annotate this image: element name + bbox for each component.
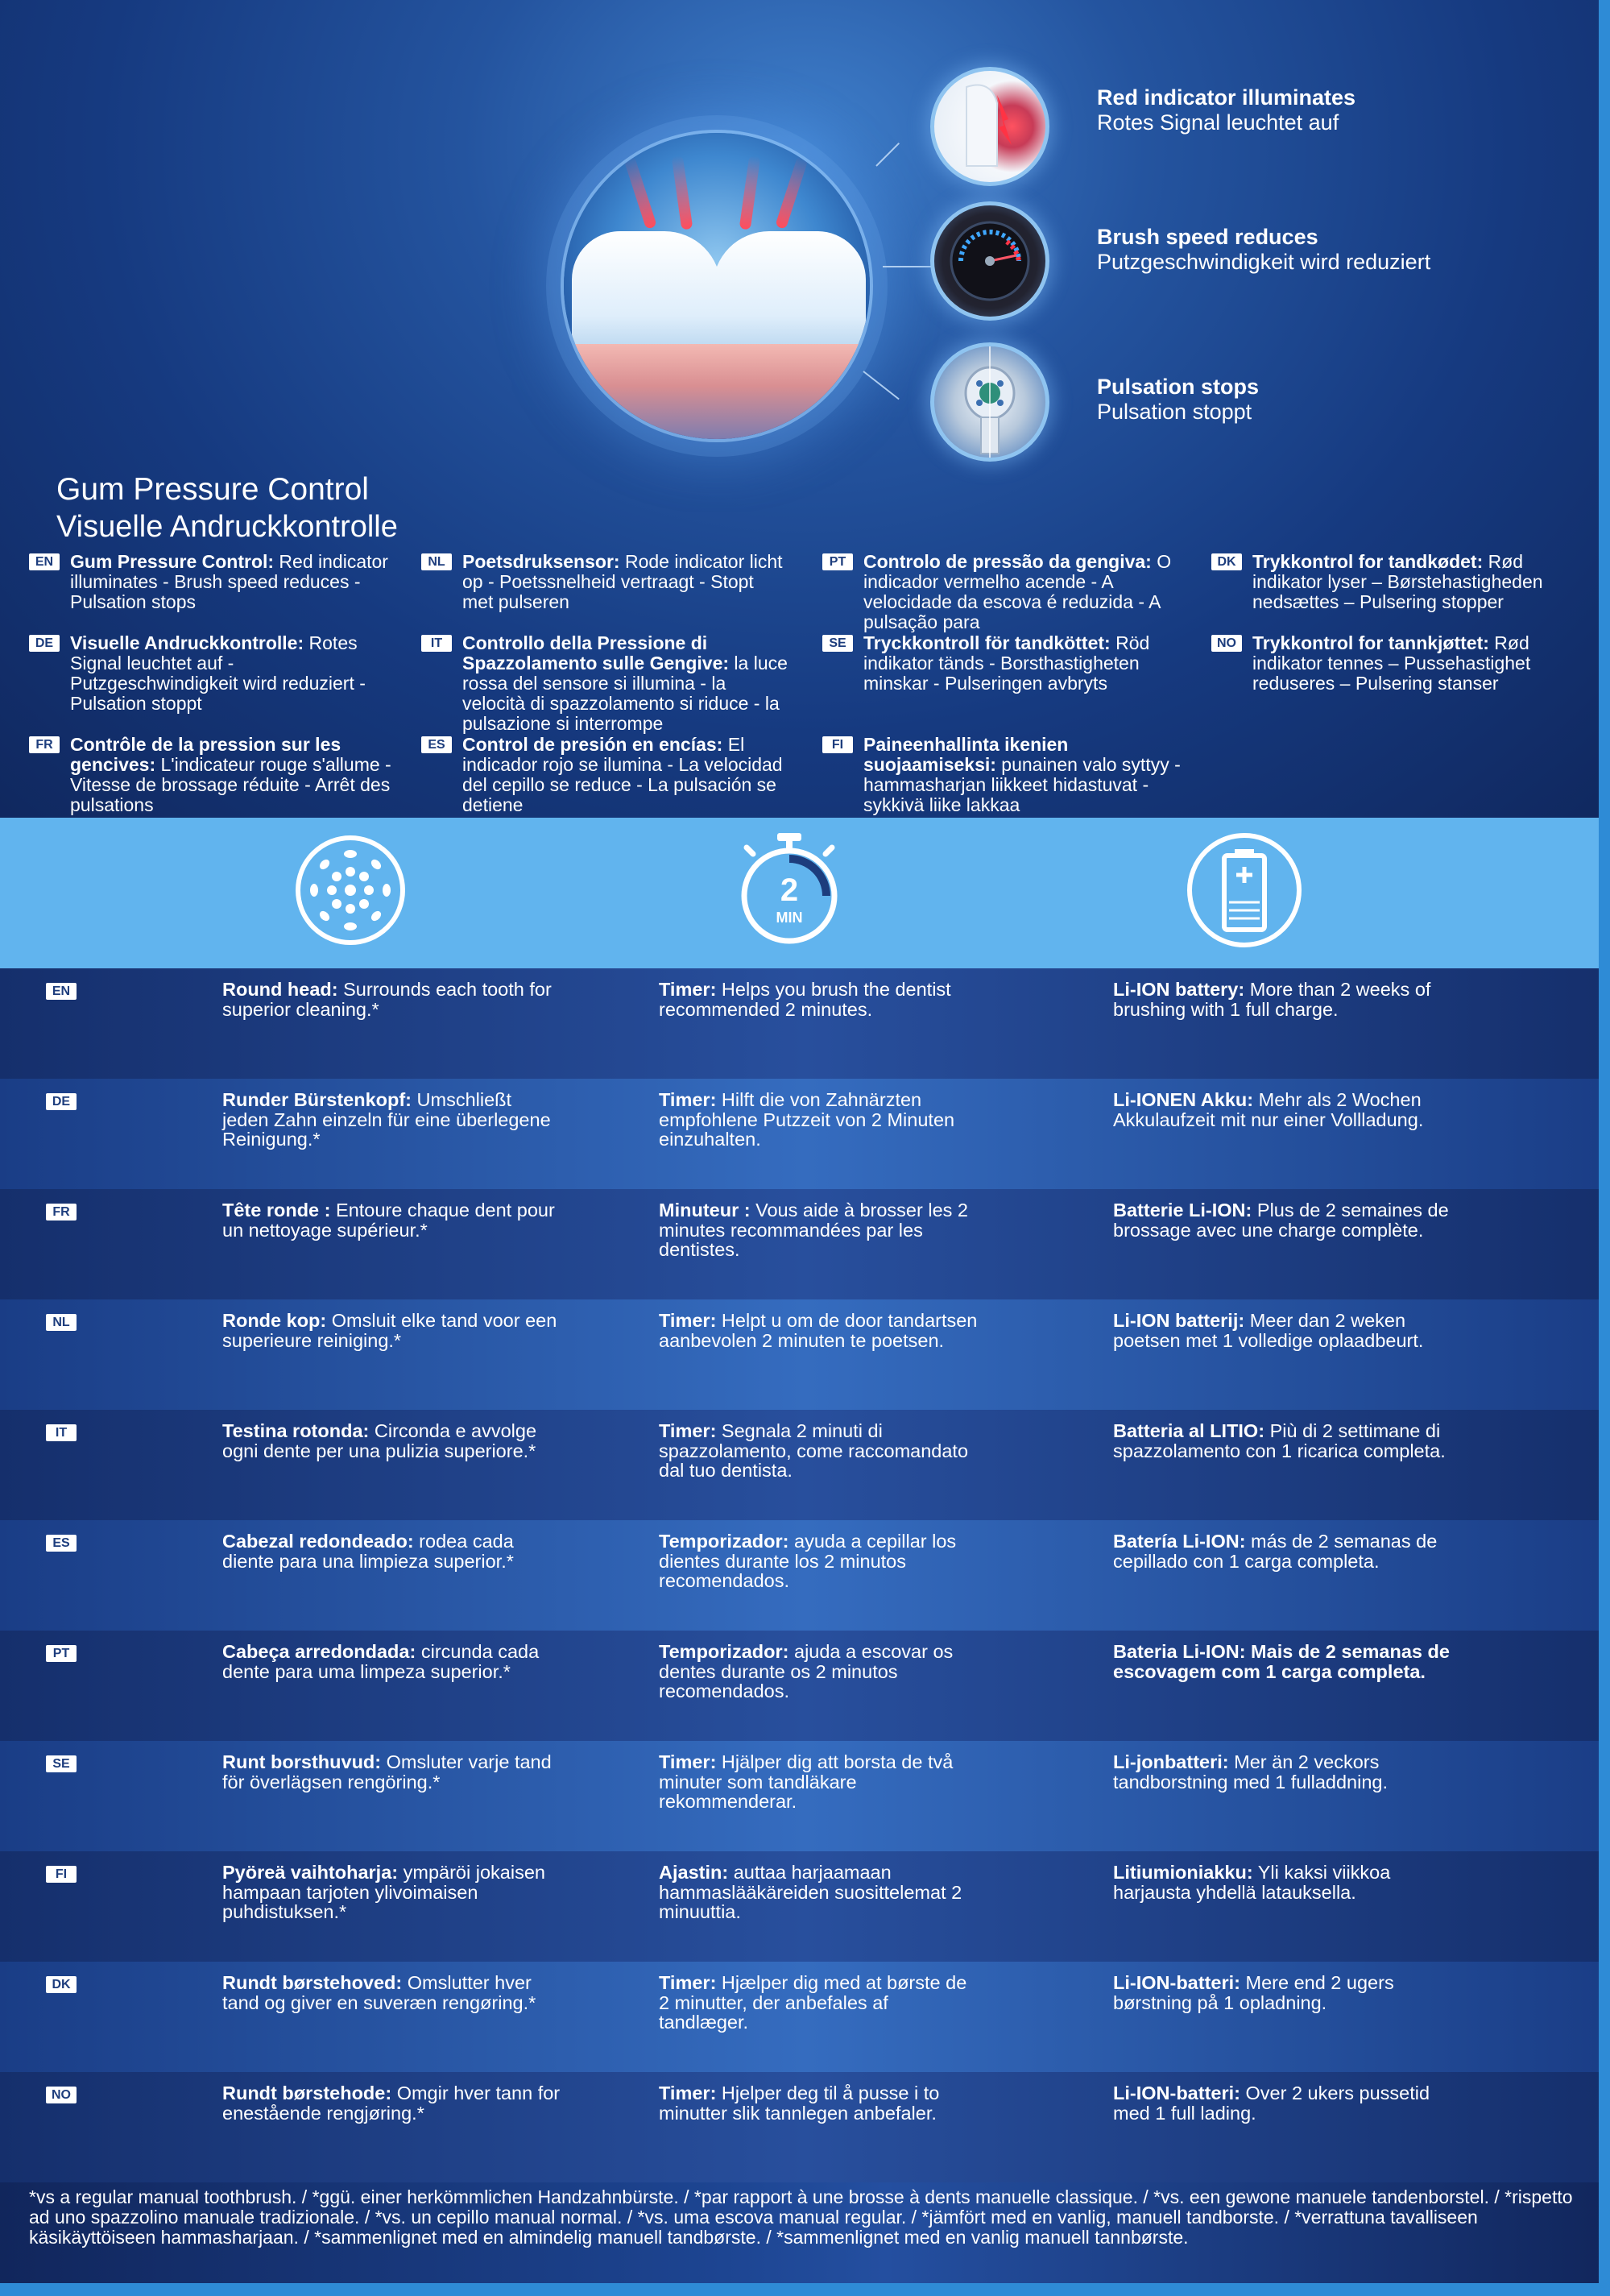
lang-block-pt [822, 552, 1189, 632]
hero-label-title: Pulsation stops [1097, 375, 1260, 399]
lang-text: Rød indikator lyser – Børstehastigheden nedsættes – Pulsering stopper [1252, 551, 1543, 612]
cell-title: Cabezal redondeado: [222, 1531, 414, 1552]
gum-pressure-illustration [564, 133, 870, 439]
lang-code-badge: SE [822, 635, 853, 652]
lang-block-it [421, 633, 788, 734]
lang-title: Trykkontrol for tannkjøttet: [1252, 632, 1489, 653]
table-row [0, 1299, 1610, 1410]
lang-code-badge: NO [1211, 635, 1242, 652]
lang-code-badge: PT [822, 553, 853, 570]
cell-text: Omsluter varje tand för överlägsen rengöring.* [222, 1751, 552, 1792]
lang-code-badge: ES [46, 1535, 77, 1552]
hero-label-title: Red indicator illuminates [1097, 85, 1356, 110]
lang-block-se [822, 633, 1189, 694]
lang-title: Trykkontrol for tandkødet: [1252, 551, 1484, 572]
cell-text: Hjälper dig att borsta de två minuter som tandläkare rekommenderar. [659, 1751, 954, 1812]
cell-text: rodea cada diente para una limpieza superior.* [222, 1531, 514, 1572]
cell-text: auttaa harjaamaan hammaslääkäreiden suosittelemat 2 minuuttia. [659, 1862, 962, 1922]
cell-text: Umschließt jeden Zahn einzeln für eine überlegene Reinigung.* [222, 1089, 551, 1150]
hero-label-pulsation [1097, 374, 1435, 424]
cell-text: Hjælper dig med at børste de 2 minutter, der anbefales af tandlæger. [659, 1972, 967, 2033]
table-row [0, 1520, 1610, 1631]
table-row [0, 1741, 1610, 1851]
pressure-ray [623, 155, 657, 230]
cell-title: Li-ION-batteri: [1113, 2083, 1240, 2103]
cell-title: Litiumioniakku: [1113, 1862, 1253, 1883]
cell-title: Rundt børstehoved: [222, 1972, 403, 1993]
cell-text: More than 2 weeks of brushing with 1 full charge. [1113, 979, 1431, 1020]
cell-title: Round head: [222, 979, 338, 1000]
cell-title: Li-ION-batteri: [1113, 1972, 1240, 1993]
tooth-right [713, 231, 866, 352]
cell-title: Pyöreä vaihtoharja: [222, 1862, 399, 1883]
timer-icon [729, 830, 850, 951]
cell-text: Vous aide à brosser les 2 minutes recommandées par les dentistes. [659, 1200, 968, 1260]
lang-block-fi [822, 735, 1189, 815]
lang-title: Poetsdruksensor: [462, 551, 620, 572]
cell-text: Meer dan 2 weken poetsen met 1 volledige oplaadbeurt. [1113, 1310, 1424, 1351]
lang-code-badge: NL [46, 1314, 77, 1331]
section-title: Gum Pressure Control [56, 472, 369, 507]
lang-code-badge: IT [421, 635, 452, 652]
cell-text: Yli kaksi viikkoa harjausta yhdellä latauksella. [1113, 1862, 1391, 1903]
lang-code-badge: NO [46, 2087, 77, 2103]
lang-block-en [29, 552, 395, 612]
battery-icon [1184, 830, 1305, 951]
cell-text: Segnala 2 minuti di spazzolamento, come raccomandato dal tuo dentista. [659, 1420, 969, 1481]
lang-code-badge: ES [421, 736, 452, 753]
hero-label-red-indicator [1097, 85, 1435, 135]
cell-text: Hilft die von Zahnärzten empfohlene Putzzeit von 2 Minuten einzuhalten. [659, 1089, 955, 1150]
lang-text: Rotes Signal leuchtet auf - Putzgeschwindigkeit wird reduziert - Pulsation stoppt [70, 632, 366, 714]
cell-text: ajuda a escovar os dentes durante os 2 minutos recomendados. [659, 1641, 954, 1701]
cell-title: Testina rotonda: [222, 1420, 370, 1441]
cell-text: Omsluit elke tand voor een superieure reiniging.* [222, 1310, 557, 1351]
pulsation-icon [930, 342, 1049, 462]
cell-text: Over 2 ukers pussetid med 1 full lading. [1113, 2083, 1430, 2124]
cell-title: Temporizador: [659, 1531, 789, 1552]
cell-text: Circonda e avvolge ogni dente per una pulizia superiore.* [222, 1420, 537, 1461]
hero-label-title: Brush speed reduces [1097, 225, 1318, 249]
lang-text: la luce rossa del sensore si illumina - la velocità di spazzolamento si riduce - la pulsazione si interrompe [462, 653, 788, 734]
cell-text: más de 2 semanas de cepillado con 1 carga completa. [1113, 1531, 1438, 1572]
lang-title: Control de presión en encías: [462, 734, 723, 755]
lang-code-badge: FR [46, 1204, 77, 1221]
table-row [0, 1631, 1610, 1741]
lang-code-badge: DK [1211, 553, 1242, 570]
cell-title: Li-ION batterij: [1113, 1310, 1245, 1331]
lang-block-es [421, 735, 788, 815]
lang-block-dk [1211, 552, 1578, 612]
hero-label-subtitle: Pulsation stoppt [1097, 400, 1252, 424]
cell-text: Mehr als 2 Wochen Akkulaufzeit mit nur einer Vollladung. [1113, 1089, 1424, 1130]
connector-line [883, 266, 933, 267]
cell-title: Batería Li-ION: [1113, 1531, 1246, 1552]
lang-code-badge: DE [29, 635, 60, 652]
tooth-left [572, 231, 721, 352]
lang-title: Tryckkontroll för tandköttet: [863, 632, 1111, 653]
lang-text: O indicador vermelho acende - A velocidade da escova é reduzida - A pulsação para [863, 551, 1172, 632]
cell-text: ayuda a cepillar los dientes durante los 2 minutos recomendados. [659, 1531, 957, 1591]
cell-title: Li-IONEN Akku: [1113, 1089, 1254, 1110]
lang-code-badge: PT [46, 1645, 77, 1662]
cell-text: Entoure chaque dent pour un nettoyage supérieur.* [222, 1200, 555, 1241]
cell-title: Minuteur : [659, 1200, 751, 1221]
lang-text: L'indicateur rouge s'allume - Vitesse de brossage réduite - Arrêt des pulsations [70, 754, 391, 815]
cell-title: Runder Bürstenkopf: [222, 1089, 412, 1110]
cell-title: Temporizador: [659, 1641, 789, 1662]
cell-title: Runt borsthuvud: [222, 1751, 382, 1772]
cell-text: Surrounds each tooth for superior cleaning.* [222, 979, 552, 1020]
timer-icon-unit: MIN [776, 910, 803, 926]
lang-code-badge: DE [46, 1093, 77, 1110]
lang-code-badge: FI [822, 736, 853, 753]
table-row [0, 2072, 1610, 2182]
cell-text: Omslutter hver tand og giver en suveræn rengøring.* [222, 1972, 536, 2013]
lang-block-nl [421, 552, 788, 612]
lang-text: Red indicator illuminates - Brush speed reduces - Pulsation stops [70, 551, 388, 612]
cell-text: Plus de 2 semaines de brossage avec une charge complète. [1113, 1200, 1449, 1241]
cell-title: Timer: [659, 2083, 717, 2103]
lang-code-badge: NL [421, 553, 452, 570]
table-row [0, 1189, 1610, 1299]
pressure-ray [739, 155, 761, 230]
cell-text: Mer än 2 veckors tandborstning med 1 fulladdning. [1113, 1751, 1388, 1792]
pressure-ray [775, 155, 809, 230]
cell-title: Timer: [659, 1751, 717, 1772]
round-head-icon [290, 830, 411, 951]
lang-code-badge: EN [46, 983, 77, 1000]
lang-text: El indicador rojo se ilumina - La velocidad del cepillo se reduce - La pulsación se detiene [462, 734, 783, 815]
cell-title: Timer: [659, 1972, 717, 1993]
cell-title: Timer: [659, 1310, 717, 1331]
lang-title: Controlo de pressão da gengiva: [863, 551, 1152, 572]
lang-block-de [29, 633, 395, 714]
speed-gauge-icon [930, 201, 1049, 321]
lang-text: Rød indikator tennes – Pussehastighet reduseres – Pulsering stanser [1252, 632, 1531, 694]
cell-title: Cabeça arredondada: [222, 1641, 416, 1662]
cell-text: Helps you brush the dentist recommended 2 minutes. [659, 979, 951, 1020]
cell-title: Ronde kop: [222, 1310, 327, 1331]
cell-text: Hjelper deg til å pusse i to minutter slik tannlegen anbefaler. [659, 2083, 940, 2124]
cell-title: Batterie Li-ION: [1113, 1200, 1252, 1221]
cell-text: Helpt u om de door tandartsen aanbevolen 2 minuten te poetsen. [659, 1310, 978, 1351]
cell-title: Timer: [659, 1420, 717, 1441]
cell-text: circunda cada dente para uma limpeza superior.* [222, 1641, 540, 1682]
lang-text: punainen valo syttyy - hammasharjan liikkeet hidastuvat - sykkivä liike lakkaa [863, 754, 1181, 815]
lang-block-fr [29, 735, 395, 815]
lang-code-badge: EN [29, 553, 60, 570]
lang-title: Paineenhallinta ikenien suojaamiseksi: [863, 734, 1069, 775]
table-row [0, 1079, 1610, 1189]
cell-text: Omgir hver tann for enestående rengjøring.* [222, 2083, 561, 2124]
cell-title: Bateria Li-ION: Mais de 2 semanas de escovagem com 1 carga completa. [1113, 1641, 1450, 1682]
lang-code-badge: FR [29, 736, 60, 753]
section-subtitle: Visuelle Andruckkontrolle [56, 510, 398, 544]
hero-label-subtitle: Putzgeschwindigkeit wird reduziert [1097, 250, 1431, 274]
pressure-ray [672, 155, 693, 230]
lang-code-badge: FI [46, 1866, 77, 1883]
cell-title: Ajastin: [659, 1862, 729, 1883]
lang-code-badge: SE [46, 1755, 77, 1772]
table-row [0, 1410, 1610, 1520]
footnote: *vs a regular manual toothbrush. / *ggü. einer herkömmlichen Handzahnbürste. / *par rapport à une brosse à dents manuelle classique. / *vs. een gewone manuele tandenborstel. / *rispetto ad uno spazzolino manuale tradizionale. / *vs. un cepillo manual normal. / *vs. uma escova manual regular. / *jämfört med en vanlig, manuell tandborste. / *verrattuna tavalliseen käsikäyttöiseen hammasharjaan. / *sammenlignet med en almindelig manuell tandbørste. / *sammenlignet med en vanlig manuell tannbørste. [29, 2186, 1573, 2248]
cell-title: Li-jonbatteri: [1113, 1751, 1229, 1772]
lang-title: Contrôle de la pression sur les gencives: [70, 734, 341, 775]
cell-title: Rundt børstehode: [222, 2083, 392, 2103]
lang-text: Rode indicator licht op - Poetssnelheid vertraagt - Stopt met pulseren [462, 551, 783, 612]
lang-title: Gum Pressure Control: [70, 551, 275, 572]
lang-title: Visuelle Andruckkontrolle: [70, 632, 304, 653]
table-row [0, 1962, 1610, 2072]
hero-label-brush-speed [1097, 224, 1435, 274]
lang-code-badge: DK [46, 1976, 77, 1993]
cell-text: ympäröi jokaisen hampaan tarjoten ylivoimaisen puhdistuksen.* [222, 1862, 545, 1922]
lang-block-no [1211, 633, 1578, 694]
cell-title: Timer: [659, 979, 717, 1000]
cell-title: Tête ronde : [222, 1200, 331, 1221]
lang-code-badge: IT [46, 1424, 77, 1441]
lang-text: Röd indikator tänds - Borsthastigheten minskar - Pulseringen avbryts [863, 632, 1150, 694]
cell-text: Più di 2 settimane di spazzolamento con 1 ricarica completa. [1113, 1420, 1446, 1461]
timer-icon-number: 2 [780, 872, 799, 908]
cell-title: Timer: [659, 1089, 717, 1110]
red-indicator-icon [930, 67, 1049, 186]
cell-title: Li-ION battery: [1113, 979, 1245, 1000]
lang-title: Controllo della Pressione di Spazzolamento sulle Gengive: [462, 632, 730, 673]
gum [564, 344, 870, 439]
hero-label-subtitle: Rotes Signal leuchtet auf [1097, 110, 1339, 135]
cell-text: Mere end 2 ugers børstning på 1 opladning. [1113, 1972, 1394, 2013]
cell-title: Batteria al LITIO: [1113, 1420, 1265, 1441]
table-row [0, 1851, 1610, 1962]
table-row [0, 968, 1610, 1079]
